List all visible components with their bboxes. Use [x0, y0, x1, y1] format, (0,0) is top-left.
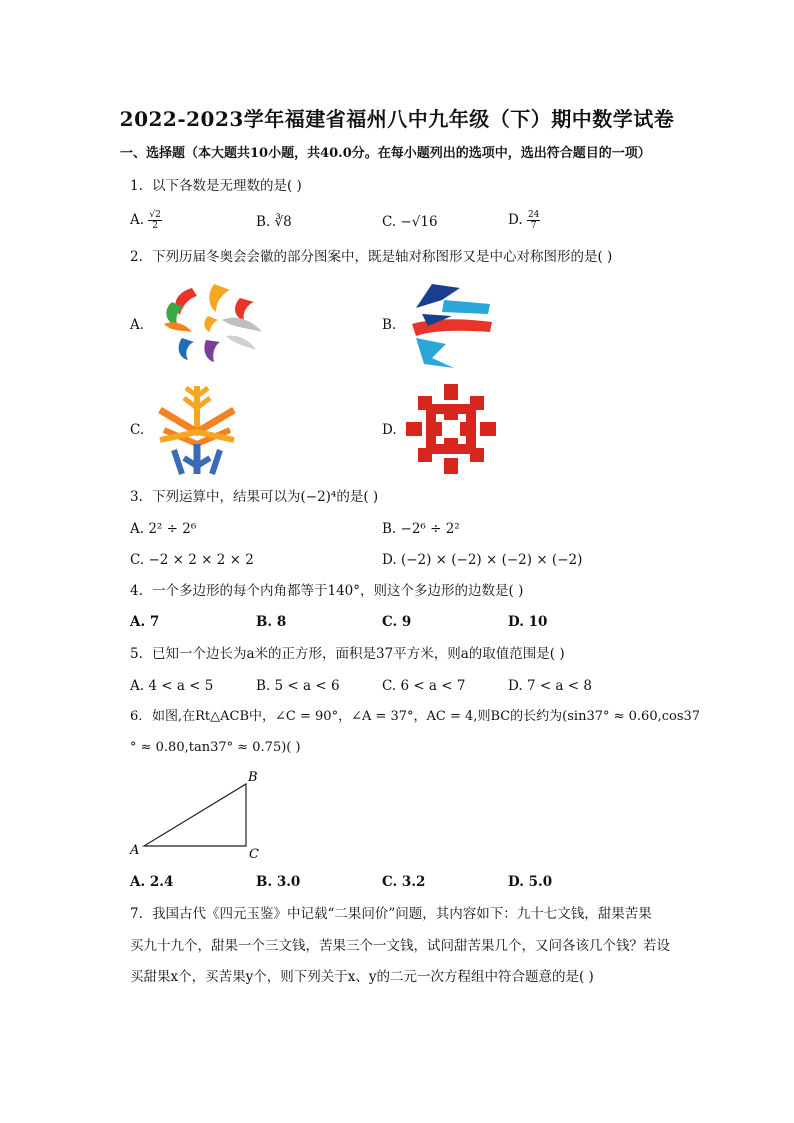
q1-option-c: C. −√16 [382, 214, 438, 230]
question-text: 下列运算中，结果可以为(−2)⁴的是( ) [152, 489, 379, 505]
q4-option-d: D. 10 [508, 614, 548, 630]
question-6 [130, 708, 700, 726]
question-2 [130, 248, 612, 266]
q5-option-d: D. 7 < a < 8 [508, 678, 592, 694]
q5-option-b: B. 5 < a < 6 [256, 678, 340, 694]
q3-option-c: C. −2 × 2 × 2 × 2 [130, 552, 254, 568]
question-text: 下列历届冬奥会会徽的部分图案中，既是轴对称图形又是中心对称图形的是( ) [152, 249, 613, 265]
question-number: 6. [130, 709, 143, 724]
q4-option-c: C. 9 [382, 614, 412, 630]
question-number: 2. [130, 249, 143, 265]
question-number: 4. [130, 583, 143, 599]
question-4 [130, 582, 523, 600]
q1-option-b: B. ∛8 [256, 214, 292, 230]
question-number: 5. [130, 646, 143, 662]
question-number: 3. [130, 489, 143, 505]
q4-option-a: A. 7 [130, 614, 160, 630]
q5-option-a: A. 4 < a < 5 [130, 678, 214, 694]
question-7-line-2: 买九十九个，甜果一个三文钱，苦果三个一文钱，试问甜苦果几个，又问各该几个钱？若设 [130, 938, 670, 954]
q6-option-b: B. 3.0 [256, 874, 301, 890]
vertex-a-label: A [130, 843, 140, 858]
question-1 [130, 177, 302, 195]
question-3 [130, 488, 378, 506]
fraction: $\frac{24}{7}$ [527, 210, 540, 231]
question-text: 我国古代《四元玉鉴》中记载“二果问价”问题，其内容如下：九十七文钱，甜果苦果 [152, 906, 652, 922]
q6-option-d: D. 5.0 [508, 874, 553, 890]
q2-option-d-label: D. [382, 422, 397, 438]
q3-option-a: A. 2² ÷ 2⁶ [130, 521, 197, 537]
q2-option-a-label: A. [130, 317, 145, 333]
question-number: 1. [130, 178, 143, 194]
q5-option-c: C. 6 < a < 7 [382, 678, 466, 694]
q1-option-d: D. $\frac{24}{7}$ [508, 210, 540, 231]
vertex-b-label: B [248, 770, 258, 785]
question-6-continued: ° ≈ 0.80,tan37° ≈ 0.75)( ) [130, 740, 301, 755]
question-number: 7. [130, 906, 143, 922]
q6-option-a: A. 2.4 [130, 874, 174, 890]
question-7-line-3: 买甜果x个，买苦果y个，则下列关于x、y的二元一次方程组中符合题意的是( ) [130, 969, 594, 985]
question-text: 一个多边形的每个内角都等于140°，则这个多边形的边数是( ) [152, 583, 524, 599]
q2-option-c-label: C. [130, 422, 145, 438]
vertex-c-label: C [249, 847, 259, 860]
question-5 [130, 645, 565, 663]
q4-option-b: B. 8 [256, 614, 287, 630]
page-title: 2022-2023学年福建省福州八中九年级（下）期中数学试卷 [119, 107, 675, 131]
q2-option-a-emblem [152, 280, 267, 370]
question-text: 如图,在Rt△ACB中，∠C = 90°，∠A = 37°，AC = 4,则BC的长约为(sin37° ≈ 0.60,cos37 [152, 709, 701, 724]
q3-option-d: D. (−2) × (−2) × (−2) × (−2) [382, 552, 583, 568]
question-7 [130, 905, 652, 923]
q2-option-b-emblem [402, 278, 497, 370]
q2-option-c-emblem [154, 382, 240, 478]
right-triangle-figure [126, 768, 266, 860]
question-text: 以下各数是无理数的是( ) [152, 178, 302, 194]
q2-option-b-label: B. [382, 317, 397, 333]
q6-option-c: C. 3.2 [382, 874, 426, 890]
section-heading: 一、选择题（本大题共10小题，共40.0分。在每小题列出的选项中，选出符合题目的一项） [120, 146, 651, 161]
q1-option-a: A. $\frac{√2}{2}$ [130, 210, 161, 231]
question-text: 已知一个边长为a米的正方形，面积是37平方米，则a的取值范围是( ) [152, 646, 565, 662]
fraction: $\frac{√2}{2}$ [149, 210, 161, 231]
q2-option-d-emblem [406, 384, 496, 474]
q3-option-b: B. −2⁶ ÷ 2² [382, 521, 460, 537]
